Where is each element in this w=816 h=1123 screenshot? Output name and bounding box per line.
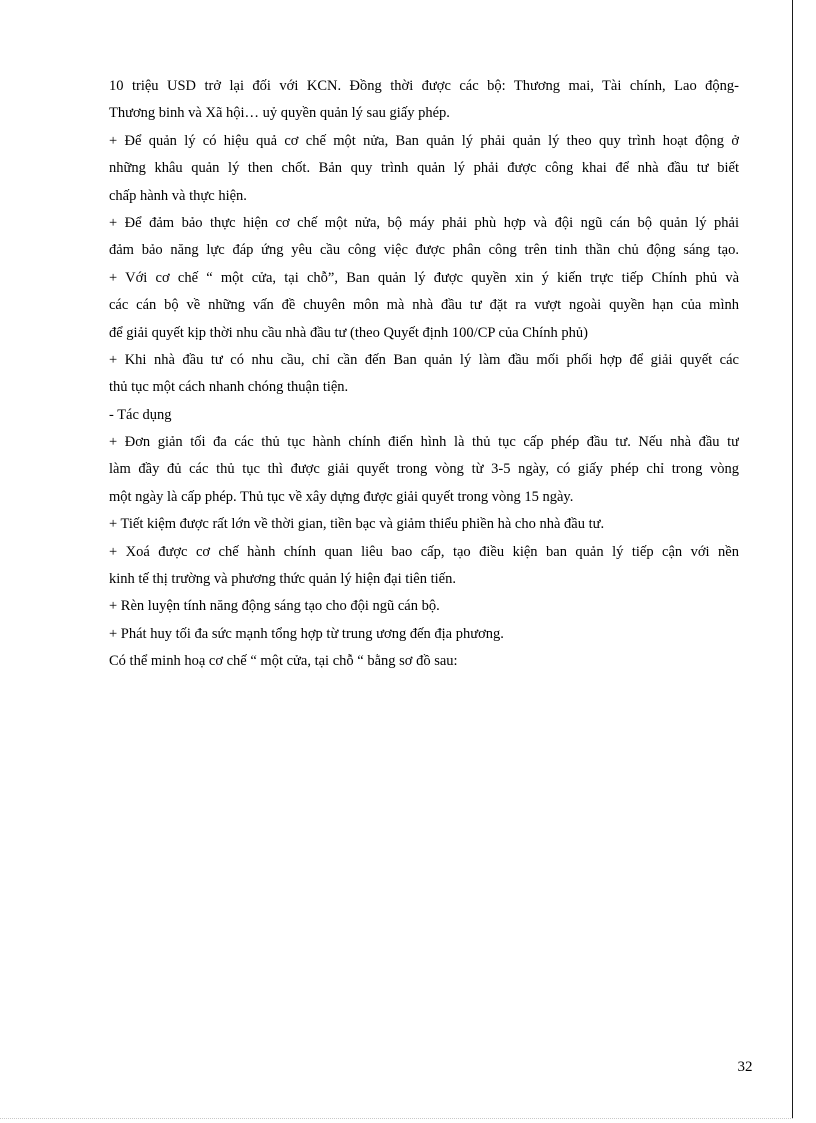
- text-line: + Để đảm bảo thực hiện cơ chế một nửa, bộ máy phải phù hợp và đội ngũ cán bộ quản lý phải: [109, 214, 739, 231]
- text-line: + Để quản lý có hiệu quả cơ chế một nửa, Ban quản lý phải quản lý theo quy trình hoạt động ở: [109, 132, 739, 149]
- text-line: những khâu quản lý then chốt. Bản quy trình quản lý phải được công khai để nhà đầu tư biết: [109, 160, 739, 177]
- text-line: 10 triệu USD trở lại đối với KCN. Đồng thời được các bộ: Thương mai, Tài chính, Lao động-: [109, 78, 739, 94]
- text-line: làm đầy đủ các thủ tục thì được giải quyết trong vòng từ 3-5 ngày, có giấy phép chỉ trong vòng: [109, 461, 739, 478]
- text-line: Thương binh và Xã hội… uỷ quyền quản lý sau giấy phép.: [109, 105, 450, 122]
- page-right-border: [792, 0, 793, 1118]
- text-line: + Rèn luyện tính năng động sáng tạo cho đội ngũ cán bộ.: [109, 598, 440, 615]
- text-line: + Xoá được cơ chế hành chính quan liêu bao cấp, tạo điều kiện ban quản lý tiếp cận với nền: [109, 543, 739, 560]
- text-line: chấp hành và thực hiện.: [109, 187, 247, 204]
- text-line: thủ tục một cách nhanh chóng thuận tiện.: [109, 379, 349, 396]
- text-line: - Tác dụng: [109, 406, 172, 423]
- text-line: để giải quyết kịp thời nhu cầu nhà đầu tư (theo Quyết định 100/CP của Chính phủ): [109, 324, 588, 341]
- text-line: một ngày là cấp phép. Thủ tục về xây dựng được giải quyết trong vòng 15 ngày.: [109, 488, 574, 505]
- text-line: + Phát huy tối đa sức mạnh tổng hợp từ trung ương đến địa phương.: [109, 625, 504, 642]
- text-line: kinh tế thị trường và phương thức quản lý hiện đại tiên tiến.: [109, 571, 456, 588]
- document-body: [109, 73, 739, 676]
- text-line: + Đơn giản tối đa các thủ tục hành chính điển hình là thủ tục cấp phép đầu tư. Nếu nhà đầu tư: [109, 434, 739, 451]
- text-line: Có thể minh hoạ cơ chế “ một cửa, tại chỗ “ bằng sơ đồ sau:: [109, 653, 458, 670]
- text-line: + Với cơ chế “ một cửa, tại chỗ”, Ban quản lý được quyền xin ý kiến trực tiếp Chính phủ và: [109, 269, 739, 286]
- text-line: các cán bộ về những vấn đề chuyên môn mà nhà đầu tư đặt ra vượt ngoài quyền hạn của mình: [109, 297, 739, 314]
- page-bottom-border: [0, 1118, 793, 1119]
- text-line: + Khi nhà đầu tư có nhu cầu, chỉ cần đến Ban quản lý làm đầu mối phối hợp để giải quyết các: [109, 351, 739, 368]
- text-line: + Tiết kiệm được rất lớn về thời gian, tiền bạc và giảm thiểu phiền hà cho nhà đầu tư.: [109, 516, 605, 533]
- text-line: đảm bảo năng lực đáp ứng yêu cầu công việc được phân công trên tinh thần chủ động sáng tạo.: [109, 242, 739, 259]
- page-number: 32: [737, 1059, 753, 1075]
